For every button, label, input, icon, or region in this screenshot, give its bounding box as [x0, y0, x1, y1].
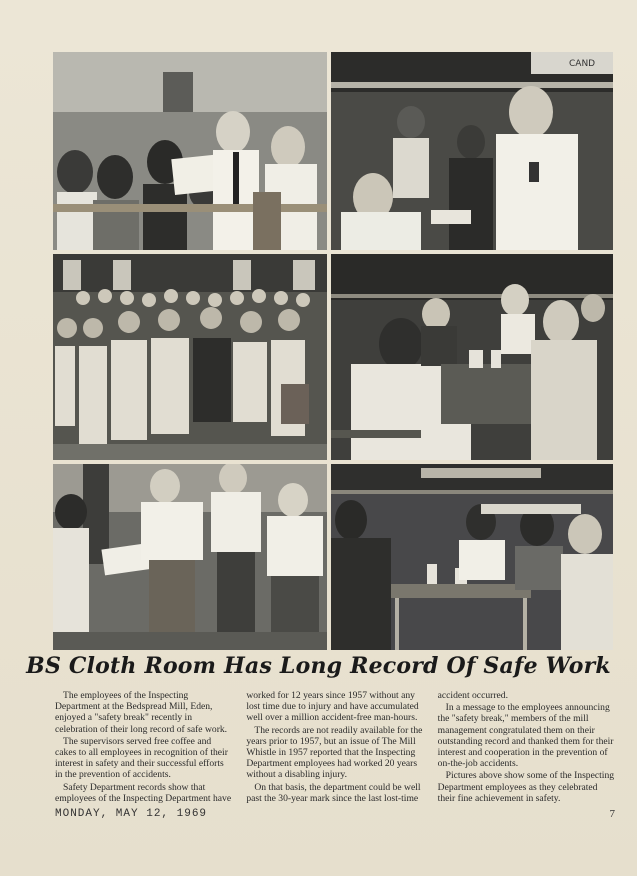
photo-top-right — [331, 52, 613, 250]
photo-grid — [53, 52, 613, 650]
photo-bottom-left-image — [53, 464, 327, 650]
page-number: 7 — [609, 808, 615, 820]
photo-middle-right-image — [331, 254, 613, 460]
article-headline: BS Cloth Room Has Long Record Of Safe Work — [26, 653, 611, 679]
article-paragraph: On that basis, the department could be well past the 30-year mark since the last lost-time accident occurred. — [246, 690, 508, 804]
photo-middle-left-image — [53, 254, 327, 460]
photo-top-left — [53, 52, 327, 250]
photo-bottom-left — [53, 464, 327, 650]
photo-top-left-image — [53, 52, 327, 250]
article-body — [55, 690, 615, 808]
article-paragraph: Safety Department records show that employees of the Inspecting Department have worked for 12 years since 1957 without any lost time due to injury and have accumulated well over a million accident-free man-hours. — [55, 690, 419, 804]
photo-middle-right — [331, 254, 613, 460]
article-paragraph: The supervisors served free coffee and cakes to all employees in recognition of their interest in safety and their successful efforts in the prevention of accidents. — [55, 735, 228, 781]
photo-bottom-right — [331, 464, 613, 650]
photo-top-right-image — [331, 52, 613, 250]
article-paragraph: Pictures above show some of the Inspecting Department employees as they celebrated their fine achievement in safety. — [437, 770, 615, 804]
article-paragraph: The employees of the Inspecting Department at the Bedspread Mill, Eden, enjoyed a "safety break" recently in celebration of their long record of safe work. — [55, 690, 228, 735]
article-paragraph: In a message to the employees announcing the "safety break," members of the mill management congratulated them on their outstanding record and thanked them for their interest and cooperation in the prevention of on-the-job accidents. — [437, 702, 614, 770]
photo-middle-left — [53, 254, 327, 460]
photo-bottom-right-image — [331, 464, 613, 650]
sign-text: CAND — [569, 59, 596, 69]
article-paragraph: The records are not readily available for the years prior to 1957, but an issue of The Mill Whistle in 1957 reported that the Inspecting Department employees had worked 20 years without a disabling injury. — [246, 724, 423, 781]
issue-date: MONDAY, MAY 12, 1969 — [55, 808, 208, 820]
